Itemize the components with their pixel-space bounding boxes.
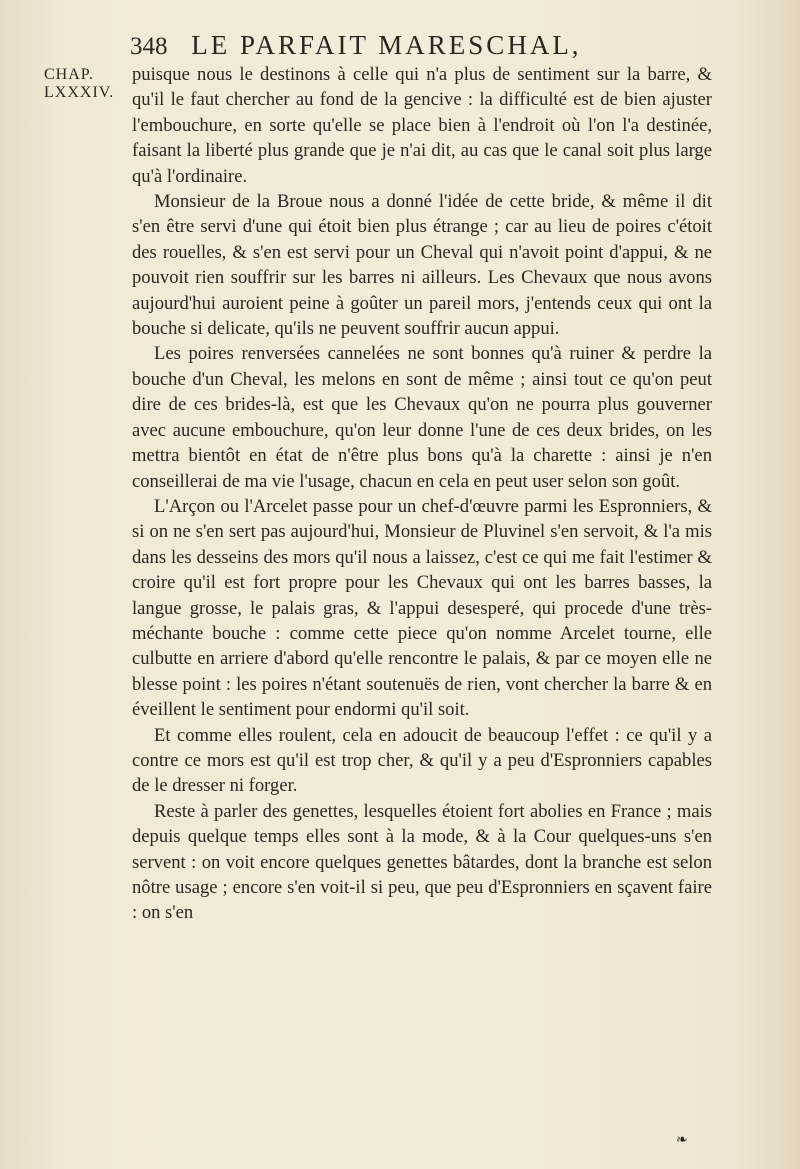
paragraph-5: Et comme elles roulent, cela en adoucit de beaucoup l'effet : ce qu'il y a contre ce mors est qu'il est trop cher, & qu'il y a peu d'Espronniers capables de le dresser ni forger. bbox=[132, 724, 712, 797]
paragraph-6: Reste à parler des genettes, lesquelles étoient fort abolies en France ; mais depuis quelque temps elles sont à la mode, & à la Cour quelques-uns s'en servent : on voit encore quelques genettes bâtardes, dont la branche est selon nôtre usage ; encore s'en voit-il si peu, que peu d'Espronniers en sçavent faire : on s'en bbox=[132, 800, 712, 924]
signature-mark: ❧ bbox=[676, 1133, 688, 1148]
running-head bbox=[130, 30, 690, 61]
margin-chapter-note bbox=[44, 66, 114, 102]
running-title: LE PARFAIT MARESCHAL, bbox=[191, 30, 582, 60]
margin-chapter-number: LXXXIV. bbox=[44, 84, 115, 101]
paragraph-3: Les poires renversées cannelées ne sont bonnes qu'à ruiner & perdre la bouche d'un Cheval, les melons en sont de même ; ainsi tout ce qu'on peut dire de ces brides-là, est que les Chevaux qu'on ne pourra plus gouverner avec aucune embouchure, qu'on leur donne l'une de ces deux brides, on les mettra bientôt en état de n'être plus bons qu'à la charette : ainsi je n'en conseillerai de ma vie l'usage, chacun en cela en peut user selon son goût. bbox=[132, 343, 712, 492]
paragraph-4: L'Arçon ou l'Arcelet passe pour un chef-d'œuvre parmi les Espronniers, & si on ne s'en sert pas aujourd'hui, Monsieur de Pluvinel s'en servoit, & l'a mis dans les desseins des mors qu'il nous a laissez, c'est ce qui me fait l'estimer & croire qu'il est fort propre pour les Chevaux qui ont les barres basses, la langue grosse, le palais gras, & l'appui desesperé, qui procede d'une très-méchante bouche : comme cette piece qu'on nomme Arcelet tourne, elle culbutte en arriere d'abord qu'elle rencontre le palais, & par ce moyen elle ne blesse point : les poires n'étant soutenuës de rien, vont chercher la barre & en éveillent le sentiment pour endormi qu'il soit. bbox=[132, 495, 712, 721]
paragraph-2: Monsieur de la Broue nous a donné l'idée de cette bride, & même il dit s'en être servi d'une qui étoit bien plus étrange ; car au lieu de poires c'étoit des rouelles, & s'en est servi pour un Cheval qui n'avoit point d'appui, & ne pouvoit rien souffrir sur les barres ni ailleurs. Les Chevaux que nous avons aujourd'hui auroient peine à goûter un pareil mors, j'entends ceux qui ont la bouche si delicate, qu'ils ne peuvent souffrir aucun appui. bbox=[132, 191, 712, 340]
body-text bbox=[132, 62, 712, 926]
margin-chapter-label: CHAP. bbox=[44, 66, 94, 83]
paragraph-1: puisque nous le destinons à celle qui n'a plus de sentiment sur la barre, & qu'il le faut chercher au fond de la gencive : la difficulté est de bien ajuster l'embouchure, en sorte qu'elle se place bien à l'endroit où l'on l'a destinée, faisant la liberté plus grande que je n'ai dit, au cas que le canal soit plus large qu'à l'ordinaire. bbox=[132, 64, 712, 187]
page-number: 348 bbox=[130, 33, 168, 60]
